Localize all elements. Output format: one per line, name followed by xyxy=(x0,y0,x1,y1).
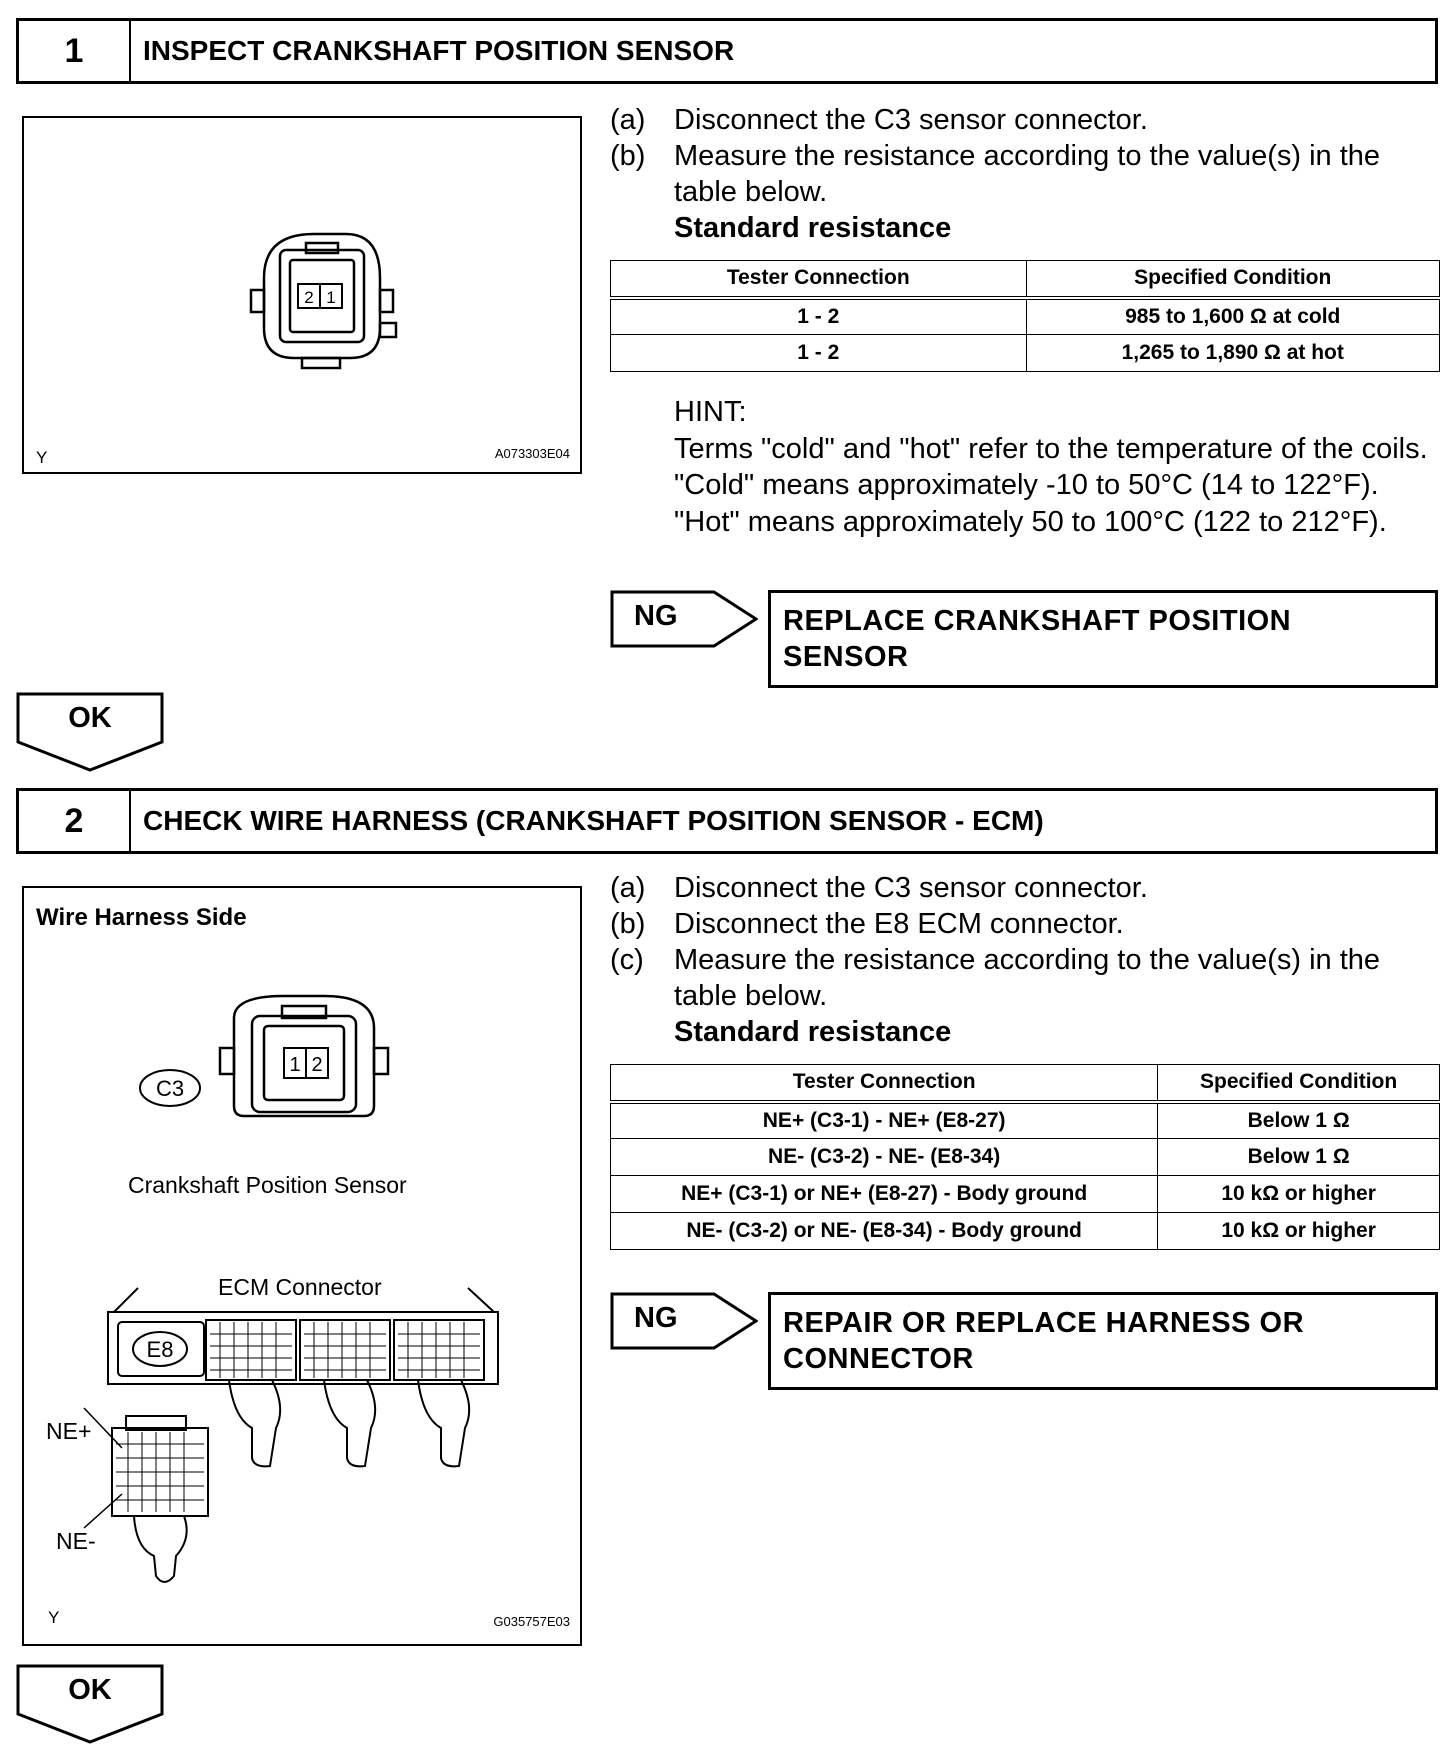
table-row: NE+ (C3-1) or NE+ (E8-27) - Body ground 10 kΩ or higher xyxy=(611,1176,1440,1213)
figure-corner-letter: Y xyxy=(36,448,48,467)
table-header: Tester Connection xyxy=(611,261,1027,298)
step1-ng-result: REPLACE CRANKSHAFT POSITION SENSOR xyxy=(768,590,1438,688)
sensor-pin-1: 1 xyxy=(289,1054,301,1076)
step1-title: INSPECT CRANKSHAFT POSITION SENSOR xyxy=(143,35,735,66)
step1-number: 1 xyxy=(19,21,131,81)
step1-figure xyxy=(22,116,582,474)
step2-instructions xyxy=(610,870,1435,1050)
step2-resistance-table xyxy=(610,1064,1440,1250)
step1-instructions xyxy=(610,102,1435,246)
step2-ng-result: REPAIR OR REPLACE HARNESS OR CONNECTOR xyxy=(768,1292,1438,1390)
table-row: NE- (C3-2) or NE- (E8-34) - Body ground 10 kΩ or higher xyxy=(611,1213,1440,1250)
pin-label-ne-minus: NE- xyxy=(56,1528,96,1554)
step2-figure xyxy=(22,886,582,1646)
step1-resistance-table xyxy=(610,260,1440,372)
figure-heading: Wire Harness Side xyxy=(36,904,247,931)
hint-text: Terms "cold" and "hot" refer to the temperature of the coils. "Cold" means approximately -10 to 50°C (14 to 122°F). "Hot" means approximately 50 to 100°C (122 to 212°F). xyxy=(674,432,1428,538)
ecm-connector-tag: E8 xyxy=(146,1337,174,1362)
step1-ng-arrow: NG xyxy=(610,590,758,648)
sensor-caption: Crankshaft Position Sensor xyxy=(128,1172,407,1198)
sensor-connector-tag: C3 xyxy=(155,1076,185,1101)
sensor-pin-2: 2 xyxy=(311,1054,323,1076)
instruction-item: (b) Disconnect the E8 ECM connector. xyxy=(610,908,1124,940)
step2-number: 2 xyxy=(19,791,131,851)
step1-header xyxy=(16,18,1438,84)
table-header: Specified Condition xyxy=(1026,261,1440,298)
instruction-item: (b) Measure the resistance according to the value(s) in the table below. xyxy=(610,140,1381,208)
figure-code: A073303E04 xyxy=(494,446,570,461)
instruction-item: (a) Disconnect the C3 sensor connector. xyxy=(610,872,1148,904)
step2-ng-arrow: NG xyxy=(610,1292,758,1350)
table-header: Specified Condition xyxy=(1158,1065,1440,1102)
step2-header xyxy=(16,788,1438,854)
table-header: Tester Connection xyxy=(611,1065,1158,1102)
pin-label-1: 1 xyxy=(326,288,336,307)
instruction-item: (a) Disconnect the C3 sensor connector. xyxy=(610,104,1148,136)
step1-hint xyxy=(674,394,1434,540)
step1-ok-arrow: OK xyxy=(16,692,164,772)
table-row: NE+ (C3-1) - NE+ (E8-27) Below 1 Ω xyxy=(611,1102,1440,1139)
ecm-caption: ECM Connector xyxy=(218,1274,382,1300)
pin-label-2: 2 xyxy=(304,288,314,307)
pin-label-ne-plus: NE+ xyxy=(46,1418,92,1444)
standard-resistance-heading: Standard resistance xyxy=(674,1016,952,1048)
wire-harness-drawing xyxy=(24,888,584,1648)
table-row: NE- (C3-2) - NE- (E8-34) Below 1 Ω xyxy=(611,1139,1440,1176)
figure-corner-letter: Y xyxy=(48,1608,60,1627)
figure-code: G035757E03 xyxy=(493,1614,570,1629)
table-row: 1 - 2 1,265 to 1,890 Ω at hot xyxy=(611,335,1440,372)
instruction-item: (c) Measure the resistance according to the value(s) in the table below. xyxy=(610,944,1381,1012)
table-row: 1 - 2 985 to 1,600 Ω at cold xyxy=(611,298,1440,335)
sensor-connector-drawing xyxy=(24,118,584,476)
step2-ok-arrow: OK xyxy=(16,1664,164,1744)
standard-resistance-heading: Standard resistance xyxy=(674,212,952,244)
step2-title: CHECK WIRE HARNESS (CRANKSHAFT POSITION SENSOR - ECM) xyxy=(143,805,1044,836)
hint-label: HINT: xyxy=(674,396,747,428)
